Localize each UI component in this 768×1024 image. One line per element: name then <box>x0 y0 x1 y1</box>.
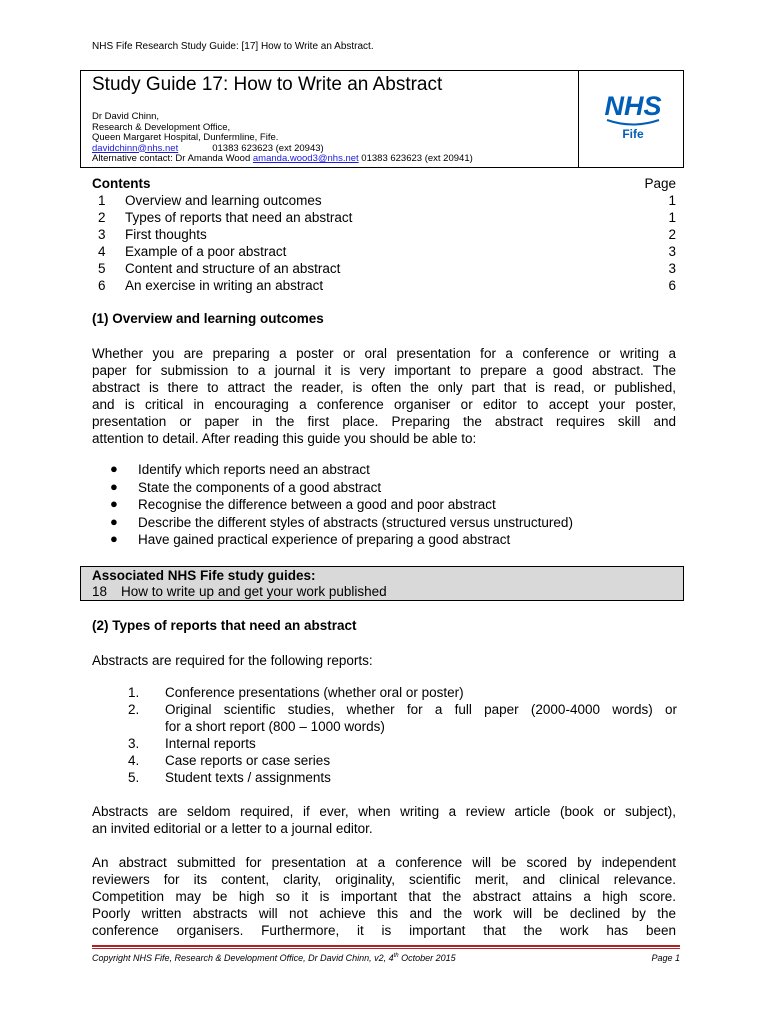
paragraph-line: conference organisers. Furthermore, it is important that the work has been <box>92 923 676 938</box>
paragraph-line: Competition may be high so it is important that the abstract attains a high score. <box>92 889 676 904</box>
author-block <box>92 112 473 165</box>
paragraph-line: Poorly written abstracts will not achieve this and the work will be declined by the <box>92 906 676 921</box>
contents-item[interactable] <box>92 244 676 261</box>
contents-item-label: Types of reports that need an abstract <box>125 210 353 225</box>
associated-guide-label: How to write up and get your work published <box>121 584 387 599</box>
footer-rule <box>92 945 680 947</box>
alt-email-link[interactable]: amanda.wood3@nhs.net <box>252 153 359 164</box>
author-phone: 01383 623623 (ext 20943) <box>212 142 324 154</box>
paragraph-line: abstract is there to attract the reader, is often the only part that is read, or published, <box>92 380 676 395</box>
list-item-text: Internal reports <box>165 736 256 751</box>
list-item-num: 2. <box>128 702 140 717</box>
list-item-num: 4. <box>128 753 140 768</box>
contents-item-page: 6 <box>668 278 676 293</box>
paragraph-line: reviewers for its content, clarity, originality, scientific merit, and clinical relevance. <box>92 872 676 887</box>
alt-contact-prefix: Alternative contact: Dr Amanda Wood <box>92 153 253 164</box>
bullet-icon: ● <box>110 513 118 529</box>
paragraph-line: paper for submission to a journal it is very important to prepare a good abstract. The <box>92 363 676 378</box>
bullet-icon: ● <box>110 496 118 511</box>
author-dept: Research & Development Office, <box>92 121 231 133</box>
contents-item[interactable] <box>92 261 676 278</box>
title-divider <box>578 71 579 167</box>
contents-item-num: 2 <box>98 210 106 225</box>
list-item-num: 1. <box>128 685 140 700</box>
contents-item[interactable] <box>92 227 676 244</box>
footer-copyright-date: October 2015 <box>398 953 456 963</box>
contents-heading: Contents <box>92 176 151 191</box>
paragraph-line: An abstract submitted for presentation at a conference will be scored by independent <box>92 855 676 870</box>
section2-heading: (2) Types of reports that need an abstract <box>92 618 357 633</box>
paragraph-line: attention to detail. After reading this guide you should be able to: <box>92 431 477 446</box>
contents-item-num: 6 <box>98 278 106 293</box>
section2-paragraph-review <box>92 803 676 837</box>
list-item-text: Student texts / assignments <box>165 770 331 785</box>
contents-item-page: 2 <box>668 227 676 242</box>
contents-item-label: Example of a poor abstract <box>125 244 287 259</box>
section1-heading: (1) Overview and learning outcomes <box>92 311 324 326</box>
contents-item[interactable] <box>92 278 676 295</box>
list-item-num: 5. <box>128 770 140 785</box>
bullet-icon: ● <box>110 478 118 494</box>
contents-item-page: 3 <box>668 261 676 276</box>
paragraph-line: presentation or paper in the first place. Preparing the abstract requires skill and <box>92 414 676 429</box>
document-title: Study Guide 17: How to Write an Abstract <box>92 74 443 95</box>
paragraph-line: Abstracts are seldom required, if ever, when writing a review article (book or subject), <box>92 804 676 819</box>
nhs-fife-logo <box>595 83 671 155</box>
title-block <box>80 70 684 168</box>
paragraph-line: Abstracts are required for the following reports: <box>92 653 373 668</box>
footer-copyright-sup: th <box>393 953 399 959</box>
contents-item-num: 3 <box>98 227 106 242</box>
footer-rule <box>92 948 680 949</box>
section2-intro <box>92 652 676 669</box>
author-address: Queen Margaret Hospital, Dunfermline, Fife. <box>92 132 279 143</box>
bullet-text: Have gained practical experience of preparing a good abstract <box>138 532 511 547</box>
contents-item-page: 3 <box>668 244 676 259</box>
list-item-text: for a short report (800 – 1000 words) <box>165 719 385 734</box>
bullet-icon: ● <box>110 461 118 476</box>
list-item-text: Case reports or case series <box>165 753 331 768</box>
contents-item-label: An exercise in writing an abstract <box>125 278 324 293</box>
author-name: Dr David Chinn, <box>92 111 160 122</box>
contents-item-label: Overview and learning outcomes <box>125 193 322 208</box>
list-item-num: 3. <box>128 736 140 751</box>
section2-paragraph-conference <box>92 854 676 939</box>
author-email-link[interactable]: davidchinn@nhs.net <box>92 142 179 154</box>
logo-fife-text: Fife <box>622 127 644 141</box>
associated-guide-item[interactable] <box>92 584 387 599</box>
contents-page-heading: Page <box>644 176 676 191</box>
contents-item-page: 1 <box>668 193 676 208</box>
paragraph-line: Whether you are preparing a poster or oral presentation for a conference or writing a <box>92 346 676 361</box>
paragraph-line: and is critical in encouraging a conference organiser or editor to accept your poster, <box>92 397 676 412</box>
footer-copyright-text: Copyright NHS Fife, Research & Development Office, Dr David Chinn, v2, 4 <box>92 953 394 963</box>
running-header: NHS Fife Research Study Guide: [17] How to Write an Abstract. <box>92 41 374 52</box>
contents-item-label: First thoughts <box>125 227 207 242</box>
associated-guides-heading: Associated NHS Fife study guides: <box>92 568 316 583</box>
contents-item-num: 4 <box>98 244 106 259</box>
contents-item-page: 1 <box>668 210 676 225</box>
footer-page-number: Page 1 <box>651 953 680 963</box>
list-item-text: Conference presentations (whether oral or poster) <box>165 685 464 700</box>
list-item-text: Original scientific studies, whether for a full paper (2000-4000 words) or <box>165 702 677 717</box>
contents-item[interactable] <box>92 193 676 210</box>
logo-nhs-text: NHS <box>604 91 662 121</box>
alt-contact-line <box>92 154 473 165</box>
bullet-text: Recognise the difference between a good and poor abstract <box>138 497 496 512</box>
contents-item-num: 1 <box>98 193 106 208</box>
contents-item[interactable] <box>92 210 676 227</box>
alt-phone: 01383 623623 (ext 20941) <box>358 153 473 164</box>
bullet-text: State the components of a good abstract <box>138 479 382 495</box>
paragraph-line: an invited editorial or a letter to a journal editor. <box>92 821 373 836</box>
footer-copyright <box>92 953 456 963</box>
associated-guide-num: 18 <box>92 584 108 599</box>
associated-guides-box <box>80 566 684 601</box>
bullet-text: Describe the different styles of abstracts (structured versus unstructured) <box>138 514 573 530</box>
contents-item-label: Content and structure of an abstract <box>125 261 341 276</box>
contents-item-num: 5 <box>98 261 106 276</box>
bullet-text: Identify which reports need an abstract <box>138 462 370 477</box>
section1-paragraph <box>92 345 676 447</box>
bullet-icon: ● <box>110 531 118 546</box>
